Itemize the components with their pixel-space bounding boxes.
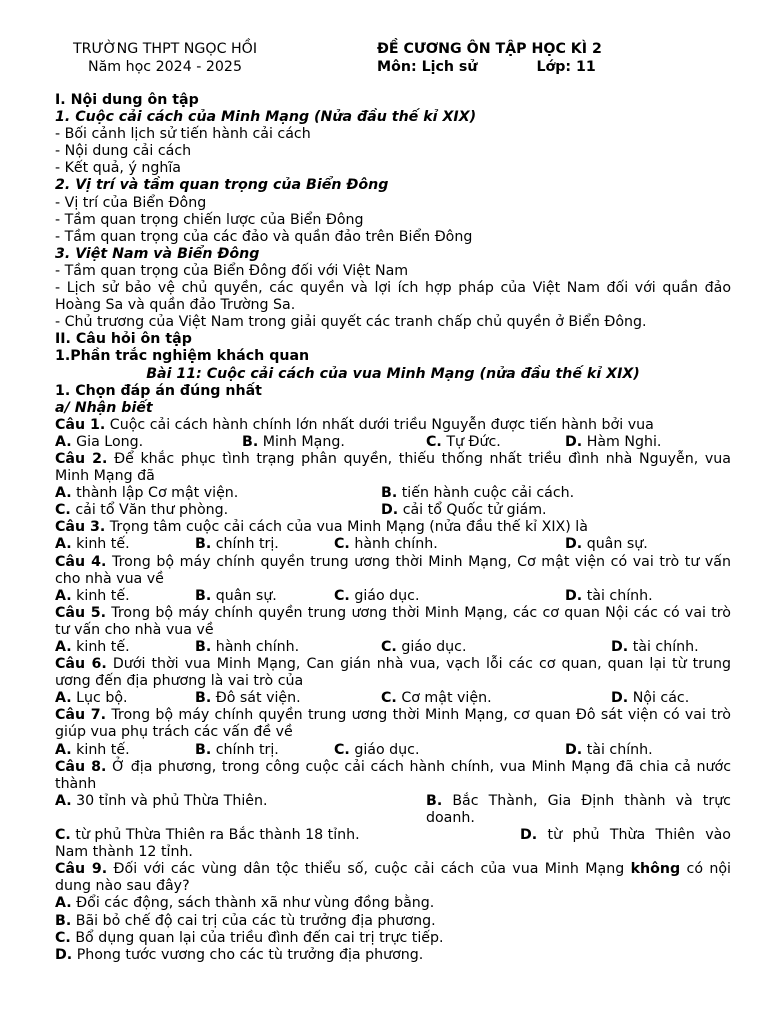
part1-heading: I. Nội dung ôn tập xyxy=(55,92,199,108)
option-b xyxy=(195,742,279,759)
option-letter: D. xyxy=(565,741,583,758)
document-header xyxy=(55,40,731,86)
part2-heading: II. Câu hỏi ôn tập xyxy=(55,331,192,348)
text-fragment: cải tổ Văn thư phòng. xyxy=(75,502,229,519)
level-heading: a/ Nhận biết xyxy=(55,399,153,416)
option-letter: D. xyxy=(565,433,583,450)
topic3-title: 3. Việt Nam và Biển Đông xyxy=(55,245,260,262)
text-fragment: kinh tế. xyxy=(76,741,130,758)
option-letter: D. xyxy=(55,946,73,963)
text-fragment: Bãi bỏ chế độ cai trị của các tù trưởng địa phương. xyxy=(75,912,436,929)
option-b xyxy=(195,536,279,553)
text-fragment: Lục bộ. xyxy=(76,690,128,707)
list-item: - Tầm quan trọng của các đảo và quần đảo trên Biển Đông xyxy=(55,228,473,245)
question-8-options-row2 xyxy=(55,827,731,861)
option-d xyxy=(611,639,699,656)
text-fragment: Câu 1. xyxy=(55,416,106,433)
text-fragment: hành chính. xyxy=(354,536,438,553)
option-d xyxy=(565,536,648,553)
option-c xyxy=(55,930,731,947)
text-fragment: Minh Mạng. xyxy=(262,433,345,450)
option-d xyxy=(565,434,661,451)
text-fragment: giáo dục. xyxy=(401,639,467,655)
option-letter: C. xyxy=(55,502,71,519)
text-fragment: Câu 5. xyxy=(55,604,107,621)
option-letter: B. xyxy=(426,792,443,809)
option-letter: A. xyxy=(55,536,72,553)
list-item: - Nội dung cải cách xyxy=(55,143,192,160)
question-2 xyxy=(55,451,731,485)
option-letter: C. xyxy=(334,536,350,553)
question-4-options xyxy=(55,588,731,605)
topic2-title: 2. Vị trí và tầm quan trọng của Biển Đông xyxy=(55,177,389,194)
text-fragment: tài chính. xyxy=(632,639,699,655)
question-1 xyxy=(55,417,731,434)
text-fragment: Trong bộ máy chính quyền trung ương thời Minh Mạng, các cơ quan Nội các có vai trò tư vấn cho nhà vua về xyxy=(55,604,731,638)
option-d xyxy=(381,502,547,519)
option-c xyxy=(334,536,438,553)
text-fragment: Trong bộ máy chính quyền trung ương thời Minh Mạng, cơ quan Đô sát viện có vai trò giúp vua phụ trách các vấn đề về xyxy=(55,707,731,741)
text-fragment: Tự Đức. xyxy=(446,433,501,450)
option-a xyxy=(55,690,128,707)
question-2-options-row1 xyxy=(55,485,731,502)
question-1-options xyxy=(55,434,731,451)
text-fragment: Để khắc phục tình trạng phân quyền, thiếu thống nhất triều đình nhà Nguyễn, vua Minh Mạng đã xyxy=(55,450,731,485)
text-fragment: kinh tế. xyxy=(76,536,130,553)
text-fragment: 30 tỉnh và phủ Thừa Thiên. xyxy=(76,792,268,809)
option-a xyxy=(55,588,130,605)
question-6-options xyxy=(55,690,731,707)
question-5 xyxy=(55,605,731,639)
option-b xyxy=(381,485,574,502)
school-name: TRƯỜNG THPT NGỌC HỒI xyxy=(72,41,258,57)
question-5-options xyxy=(55,639,731,656)
text-fragment: Đô sát viện. xyxy=(215,690,301,707)
school-block xyxy=(65,40,265,76)
option-letter: B. xyxy=(381,485,398,502)
text-fragment: tiến hành cuộc cải cách. xyxy=(401,485,575,502)
list-item: - Lịch sử bảo vệ chủ quyền, các quyền và lợi ích hợp pháp của Việt Nam đối với quần đảo Hoàng Sa và quần đảo Trường Sa. xyxy=(55,280,731,314)
text-fragment: Câu 3. xyxy=(55,519,106,536)
text-fragment: Phong tước vương cho các tù trưởng địa phương. xyxy=(76,946,424,963)
text-fragment: Câu 8. xyxy=(55,758,107,775)
option-letter: A. xyxy=(55,639,72,655)
text-fragment: Bắc Thành, Gia Định thành và trực doanh. xyxy=(426,792,731,826)
option-letter: B. xyxy=(195,639,212,655)
topic1-title: 1. Cuộc cải cách của Minh Mạng (Nửa đầu thế kỉ XIX) xyxy=(55,109,477,126)
option-c xyxy=(55,502,228,519)
option-letter: C. xyxy=(381,690,397,707)
question-3 xyxy=(55,519,731,536)
text-fragment: hành chính. xyxy=(215,639,300,655)
list-item: - Bối cảnh lịch sử tiến hành cải cách xyxy=(55,126,311,143)
text-fragment: quân sự. xyxy=(586,536,648,553)
list-item: - Chủ trương của Việt Nam trong giải quyết các tranh chấp chủ quyền ở Biển Đông. xyxy=(55,314,647,331)
option-b xyxy=(242,434,345,451)
option-b xyxy=(55,913,731,930)
option-letter: A. xyxy=(55,485,72,502)
question-7 xyxy=(55,707,731,741)
option-letter: A. xyxy=(55,792,72,809)
text-fragment: Trong bộ máy chính quyền trung ương thời Minh Mạng, Cơ mật viện có vai trò tư vấn cho nhà vua về xyxy=(55,553,731,587)
option-letter: D. xyxy=(611,639,629,655)
option-b xyxy=(195,588,277,605)
option-b xyxy=(426,793,731,827)
option-letter: D. xyxy=(520,827,538,844)
text-fragment: tài chính. xyxy=(586,741,653,758)
grade: Lớp: 11 xyxy=(536,59,596,75)
option-d xyxy=(55,947,731,964)
text-fragment: quân sự. xyxy=(215,587,277,604)
option-a xyxy=(55,536,130,553)
subject: Môn: Lịch sử xyxy=(377,59,478,75)
option-letter: B. xyxy=(55,912,72,929)
text-fragment: thành lập Cơ mật viện. xyxy=(76,485,239,502)
option-a xyxy=(55,485,238,502)
text-fragment: Câu 6. xyxy=(55,656,107,673)
text-fragment: Bổ dụng quan lại của triều đình đến cai trị trực tiếp. xyxy=(75,929,444,946)
text-fragment: kinh tế. xyxy=(76,587,130,604)
question-9 xyxy=(55,861,731,895)
text-fragment: tài chính. xyxy=(586,587,653,604)
title-block xyxy=(377,40,737,76)
option-c xyxy=(426,434,501,451)
option-letter: C. xyxy=(55,929,71,946)
document-title: ĐỀ CƯƠNG ÔN TẬP HỌC KÌ 2 xyxy=(377,41,602,57)
option-c xyxy=(334,742,419,759)
question-8-options-row1 xyxy=(55,793,731,827)
text-fragment: Đối với các vùng dân tộc thiểu số, cuộc cải cách của vua Minh Mạng xyxy=(107,861,631,878)
option-letter: A. xyxy=(55,587,72,604)
option-c xyxy=(381,690,492,707)
list-item: - Vị trí của Biển Đông xyxy=(55,194,207,211)
text-fragment: kinh tế. xyxy=(76,639,130,655)
text-fragment: từ phủ Thừa Thiên vào Nam thành 12 tỉnh. xyxy=(55,827,731,861)
question-2-options-row2 xyxy=(55,502,731,519)
option-a xyxy=(55,742,130,759)
option-d xyxy=(565,742,653,759)
option-c xyxy=(381,639,466,656)
text-fragment: Đổi các động, sách thành xã như vùng đồng bằng. xyxy=(76,895,435,912)
list-item: - Kết quả, ý nghĩa xyxy=(55,160,181,177)
option-d xyxy=(565,588,653,605)
text-fragment: từ phủ Thừa Thiên ra Bắc thành 18 tỉnh. xyxy=(75,827,360,844)
option-letter: D. xyxy=(565,587,583,604)
text-fragment: Câu 9. xyxy=(55,861,108,878)
text-fragment: Gia Long. xyxy=(76,433,144,450)
option-letter: B. xyxy=(242,433,259,450)
list-item: - Tầm quan trọng chiến lược của Biển Đông xyxy=(55,211,364,228)
text-fragment: chính trị. xyxy=(215,536,279,553)
option-letter: C. xyxy=(55,827,71,844)
text-fragment: Cuộc cải cách hành chính lớn nhất dưới triều Nguyễn được tiến hành bởi vua xyxy=(105,416,654,433)
option-d xyxy=(611,690,689,707)
option-letter: D. xyxy=(611,690,629,707)
option-b xyxy=(195,690,301,707)
option-c xyxy=(334,588,419,605)
option-letter: A. xyxy=(55,690,72,707)
text-fragment: Nội các. xyxy=(632,690,690,707)
option-letter: A. xyxy=(55,433,72,450)
text-fragment: Cơ mật viện. xyxy=(401,690,492,707)
text-fragment: cải tổ Quốc tử giám. xyxy=(402,502,547,519)
text-fragment: Trọng tâm cuộc cải cách của vua Minh Mạng (nửa đầu thế kỉ XIX) là xyxy=(105,519,588,536)
text-fragment: Câu 4. xyxy=(55,553,107,570)
part2-subheading: 1.Phần trắc nghiệm khách quan xyxy=(55,348,310,365)
question-3-options xyxy=(55,536,731,553)
text-fragment: Hàm Nghi. xyxy=(586,433,662,450)
question-8 xyxy=(55,759,731,793)
list-item: - Tầm quan trọng của Biển Đông đối với Việt Nam xyxy=(55,262,409,279)
option-c xyxy=(55,827,520,844)
question-7-options xyxy=(55,742,731,759)
text-fragment: Câu 7. xyxy=(55,707,107,724)
option-letter: B. xyxy=(195,536,212,553)
option-a xyxy=(55,639,130,656)
option-letter: B. xyxy=(195,690,212,707)
option-letter: B. xyxy=(195,587,212,604)
instruction: 1. Chọn đáp án đúng nhất xyxy=(55,382,262,399)
option-a xyxy=(55,434,143,451)
text-fragment: Ở địa phương, trong công cuộc cải cách hành chính, vua Minh Mạng đã chia cả nước thành xyxy=(55,758,731,792)
school-year: Năm học 2024 - 2025 xyxy=(88,59,242,75)
question-4 xyxy=(55,554,731,588)
option-letter: D. xyxy=(565,536,583,553)
option-letter: D. xyxy=(381,502,399,519)
option-a xyxy=(55,895,731,912)
text-fragment: chính trị. xyxy=(215,741,279,758)
option-letter: A. xyxy=(55,895,72,912)
option-letter: C. xyxy=(381,639,397,655)
text-fragment: giáo dục. xyxy=(354,587,420,604)
text-fragment: có nội dung nào sau đây? xyxy=(55,861,731,895)
text-fragment: Dưới thời vua Minh Mạng, Can gián nhà vua, vạch lỗi các cơ quan, quan lại từ trung ương đến địa phương là vai trò của xyxy=(55,656,731,690)
option-a xyxy=(55,793,426,827)
option-letter: C. xyxy=(426,433,442,450)
document-page xyxy=(55,40,731,964)
option-letter: B. xyxy=(195,741,212,758)
option-letter: C. xyxy=(334,587,350,604)
option-letter: C. xyxy=(334,741,350,758)
text-fragment: giáo dục. xyxy=(354,741,420,758)
text-fragment: Câu 2. xyxy=(55,450,108,467)
question-6 xyxy=(55,656,731,690)
option-letter: không xyxy=(630,861,681,878)
lesson-title: Bài 11: Cuộc cải cách của vua Minh Mạng (nửa đầu thế kỉ XIX) xyxy=(146,365,640,382)
option-letter: A. xyxy=(55,741,72,758)
option-b xyxy=(195,639,299,656)
